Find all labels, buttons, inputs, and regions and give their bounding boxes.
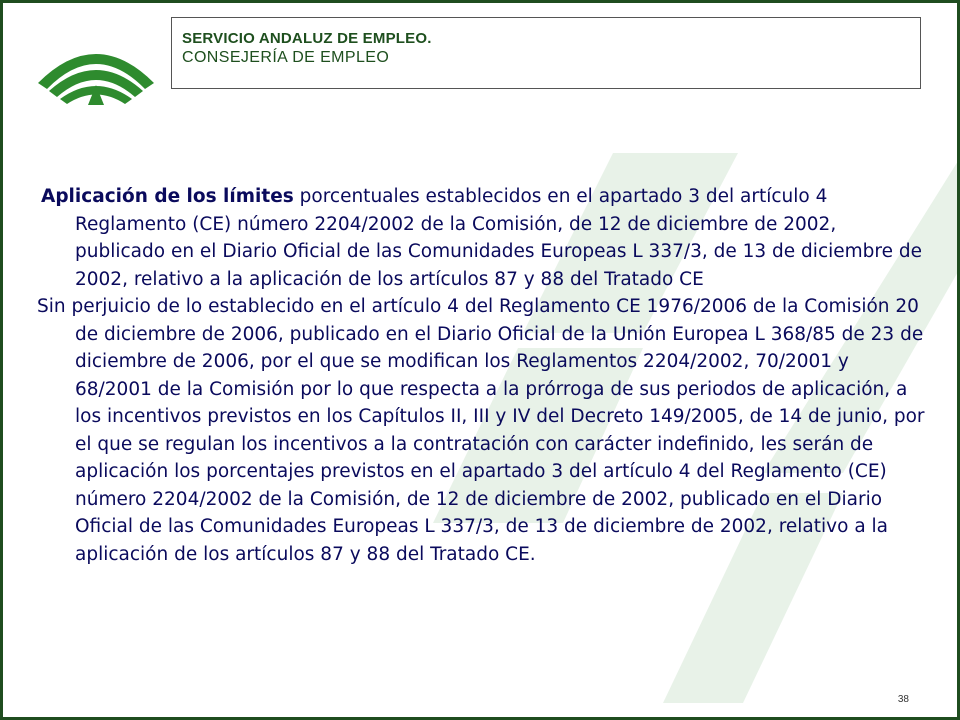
paragraph-regulation: Sin perjuicio de lo establecido en el artículo 4 del Reglamento CE 1976/2006 de la Comisión 20 de diciembre de 2006, publicado en el Diario Oficial de la Unión Europea L 368/85 de 23 de diciembre de 2006, por el que se modifican los Reglamentos 2204/2002, 70/2001 y 68/2001 de la Comisión por lo que respecta a la prórroga de sus periodos de aplicación, a los incentivos previstos en los Capítulos II, III y IV del Decreto 149/2005, de 14 de junio, por el que se regulan los incentivos a la contratación con carácter indefinido, les serán de aplicación los porcentajes previstos en el apartado 3 del artículo 4 del Reglamento (CE) número 2204/2002 de la Comisión, de 12 de diciembre de 2002, publicado en el Diario Oficial de las Comunidades Europeas L 337/3, de 13 de diciembre de 2002, relativo a la aplicación de los artículos 87 y 88 del Tratado CE. <box>37 296 925 565</box>
body-text <box>37 183 927 568</box>
paragraph-text: porcentuales establecidos en el apartado 3 del artículo 4 Reglamento (CE) número 2204/2002 de la Comisión, de 12 de diciembre de 2002, publicado en el Diario Oficial de las Comunidades Europeas L 337/3, de 13 de diciembre de 2002, relativo a la aplicación de los artículos 87 y 88 del Tratado CE <box>75 186 922 290</box>
header-box <box>171 17 921 89</box>
paragraph-lead: Aplicación de los límites <box>41 186 294 207</box>
paragraph-limits <box>37 183 927 293</box>
department-name: CONSEJERÍA DE EMPLEO <box>182 49 390 66</box>
organization-name: SERVICIO ANDALUZ DE EMPLEO. <box>182 30 432 47</box>
junta-andalucia-logo-icon <box>33 31 159 111</box>
page-number: 38 <box>897 694 909 705</box>
